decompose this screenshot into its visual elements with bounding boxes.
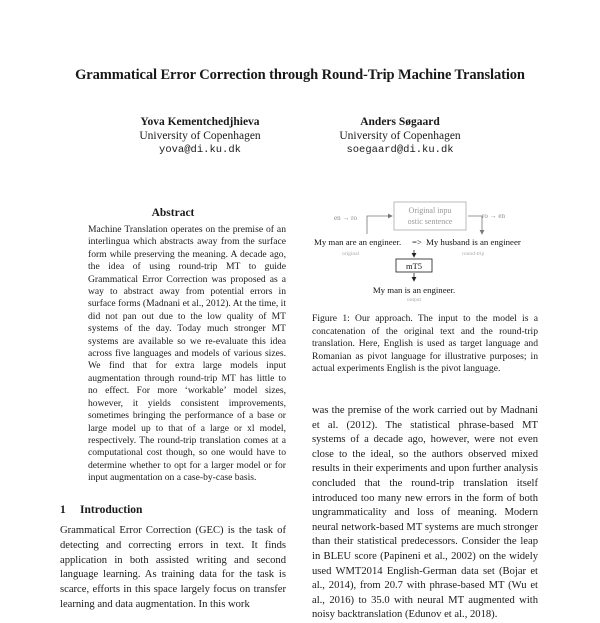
author-name: Anders Søgaard xyxy=(360,116,440,128)
label-ro-en: ro → en xyxy=(482,212,505,220)
abstract-heading: Abstract xyxy=(151,207,195,219)
body-text-right: was the premise of the work carried out by Madnani et al. (2012). The statistical phrase-based MT systems of a decade ago, however, were not even close to the ideal, so the authors observed mixed results in their experiments and upon further analysis concluded that the round-trip translation itself introduced too many new errors in the form of both ungrammaticality and loss of meaning. Modern neural network-based MT systems are much stronger than their statistical predecessors. Consider the leap in BLEU score (Papineni et al., 2002) on the widely used WMT2014 English-German data set (Bojar et al., 2014), from 20.7 with phrase-based MT (Wu et al., 2016) to 35.0 with neural MT augmented with noisy backtranslation (Edunov et al., 2018). xyxy=(312,405,538,621)
figure-caption: Figure 1: Our approach. The input to the model is a concatenation of the original text and the round-trip translation. Here, English is used as target language and Romanian as pivot language for illustrative purposes; in actual experiments English is the pivot language. xyxy=(312,313,538,375)
model-label: mT5 xyxy=(405,261,423,271)
abstract-text: Machine Translation operates on the premise of an interlingua which abstracts away from the surface form while preserving the meaning. A decade ago, the idea of using round-trip MT to guide Grammatical Error Correction was proposed as a way to abstract away from potential errors in surface forms (Madnani et al., 2012). At the time, it did not pan out due to the low quality of MT systems of the day. Today much stronger MT systems are available so we re-evaluate this idea across five languages and models of various sizes. We find that for extra large models input augmentation through round-trip MT has little to no effect. For more ‘workable’ model sizes, however, it yields consistent improvements, sometimes bringing the performance of a base or large model up to that of a large or xl model, respectively. The round-trip translation comes at a computational cost though, so one would have to determine whether to opt for a larger model or for input augmentation on a case-by-case basis. xyxy=(88,224,286,484)
concat-arrow: => xyxy=(412,237,422,247)
section-title: Introduction xyxy=(80,504,143,516)
author-email[interactable]: yova@di.ku.dk xyxy=(159,144,241,156)
author-name: Yova Kementchedjhieva xyxy=(140,116,260,128)
arrow-from-mt xyxy=(468,216,482,234)
figure-diagram xyxy=(312,200,538,304)
section-number: 1 xyxy=(60,504,66,516)
introduction-text: Grammatical Error Correction (GEC) is the task of detecting and correcting errors in text. It finds application in both assisted writing and second language learning. As training data for the task is scarce, efforts in this space largely focus on transfer learning and data augmentation. In this work xyxy=(60,525,286,610)
output-sub: output xyxy=(406,297,422,303)
sub-original: original xyxy=(342,251,360,257)
sentence-roundtrip: My husband is an engineer xyxy=(426,237,521,247)
paper-title: Grammatical Error Correction through Round-Trip Machine Translation xyxy=(75,67,525,83)
section-heading-introduction xyxy=(60,504,286,516)
figure-1 xyxy=(312,200,538,304)
output-sentence: My man is an engineer. xyxy=(372,285,456,295)
author-affiliation: University of Copenhagen xyxy=(139,130,261,142)
arrow-to-mt xyxy=(367,216,392,234)
author-1 xyxy=(100,115,300,157)
author-affiliation: University of Copenhagen xyxy=(339,130,461,142)
sentence-original: My man are an engineer. xyxy=(314,237,402,247)
mt-box-line1: Original inpu xyxy=(408,206,452,215)
sub-roundtrip: round-trip xyxy=(462,251,485,257)
author-2 xyxy=(300,115,500,157)
author-email[interactable]: soegaard@di.ku.dk xyxy=(346,144,454,156)
mt-box-line2: ostic sentence xyxy=(407,217,453,226)
label-en-ro: en → ro xyxy=(334,214,357,222)
